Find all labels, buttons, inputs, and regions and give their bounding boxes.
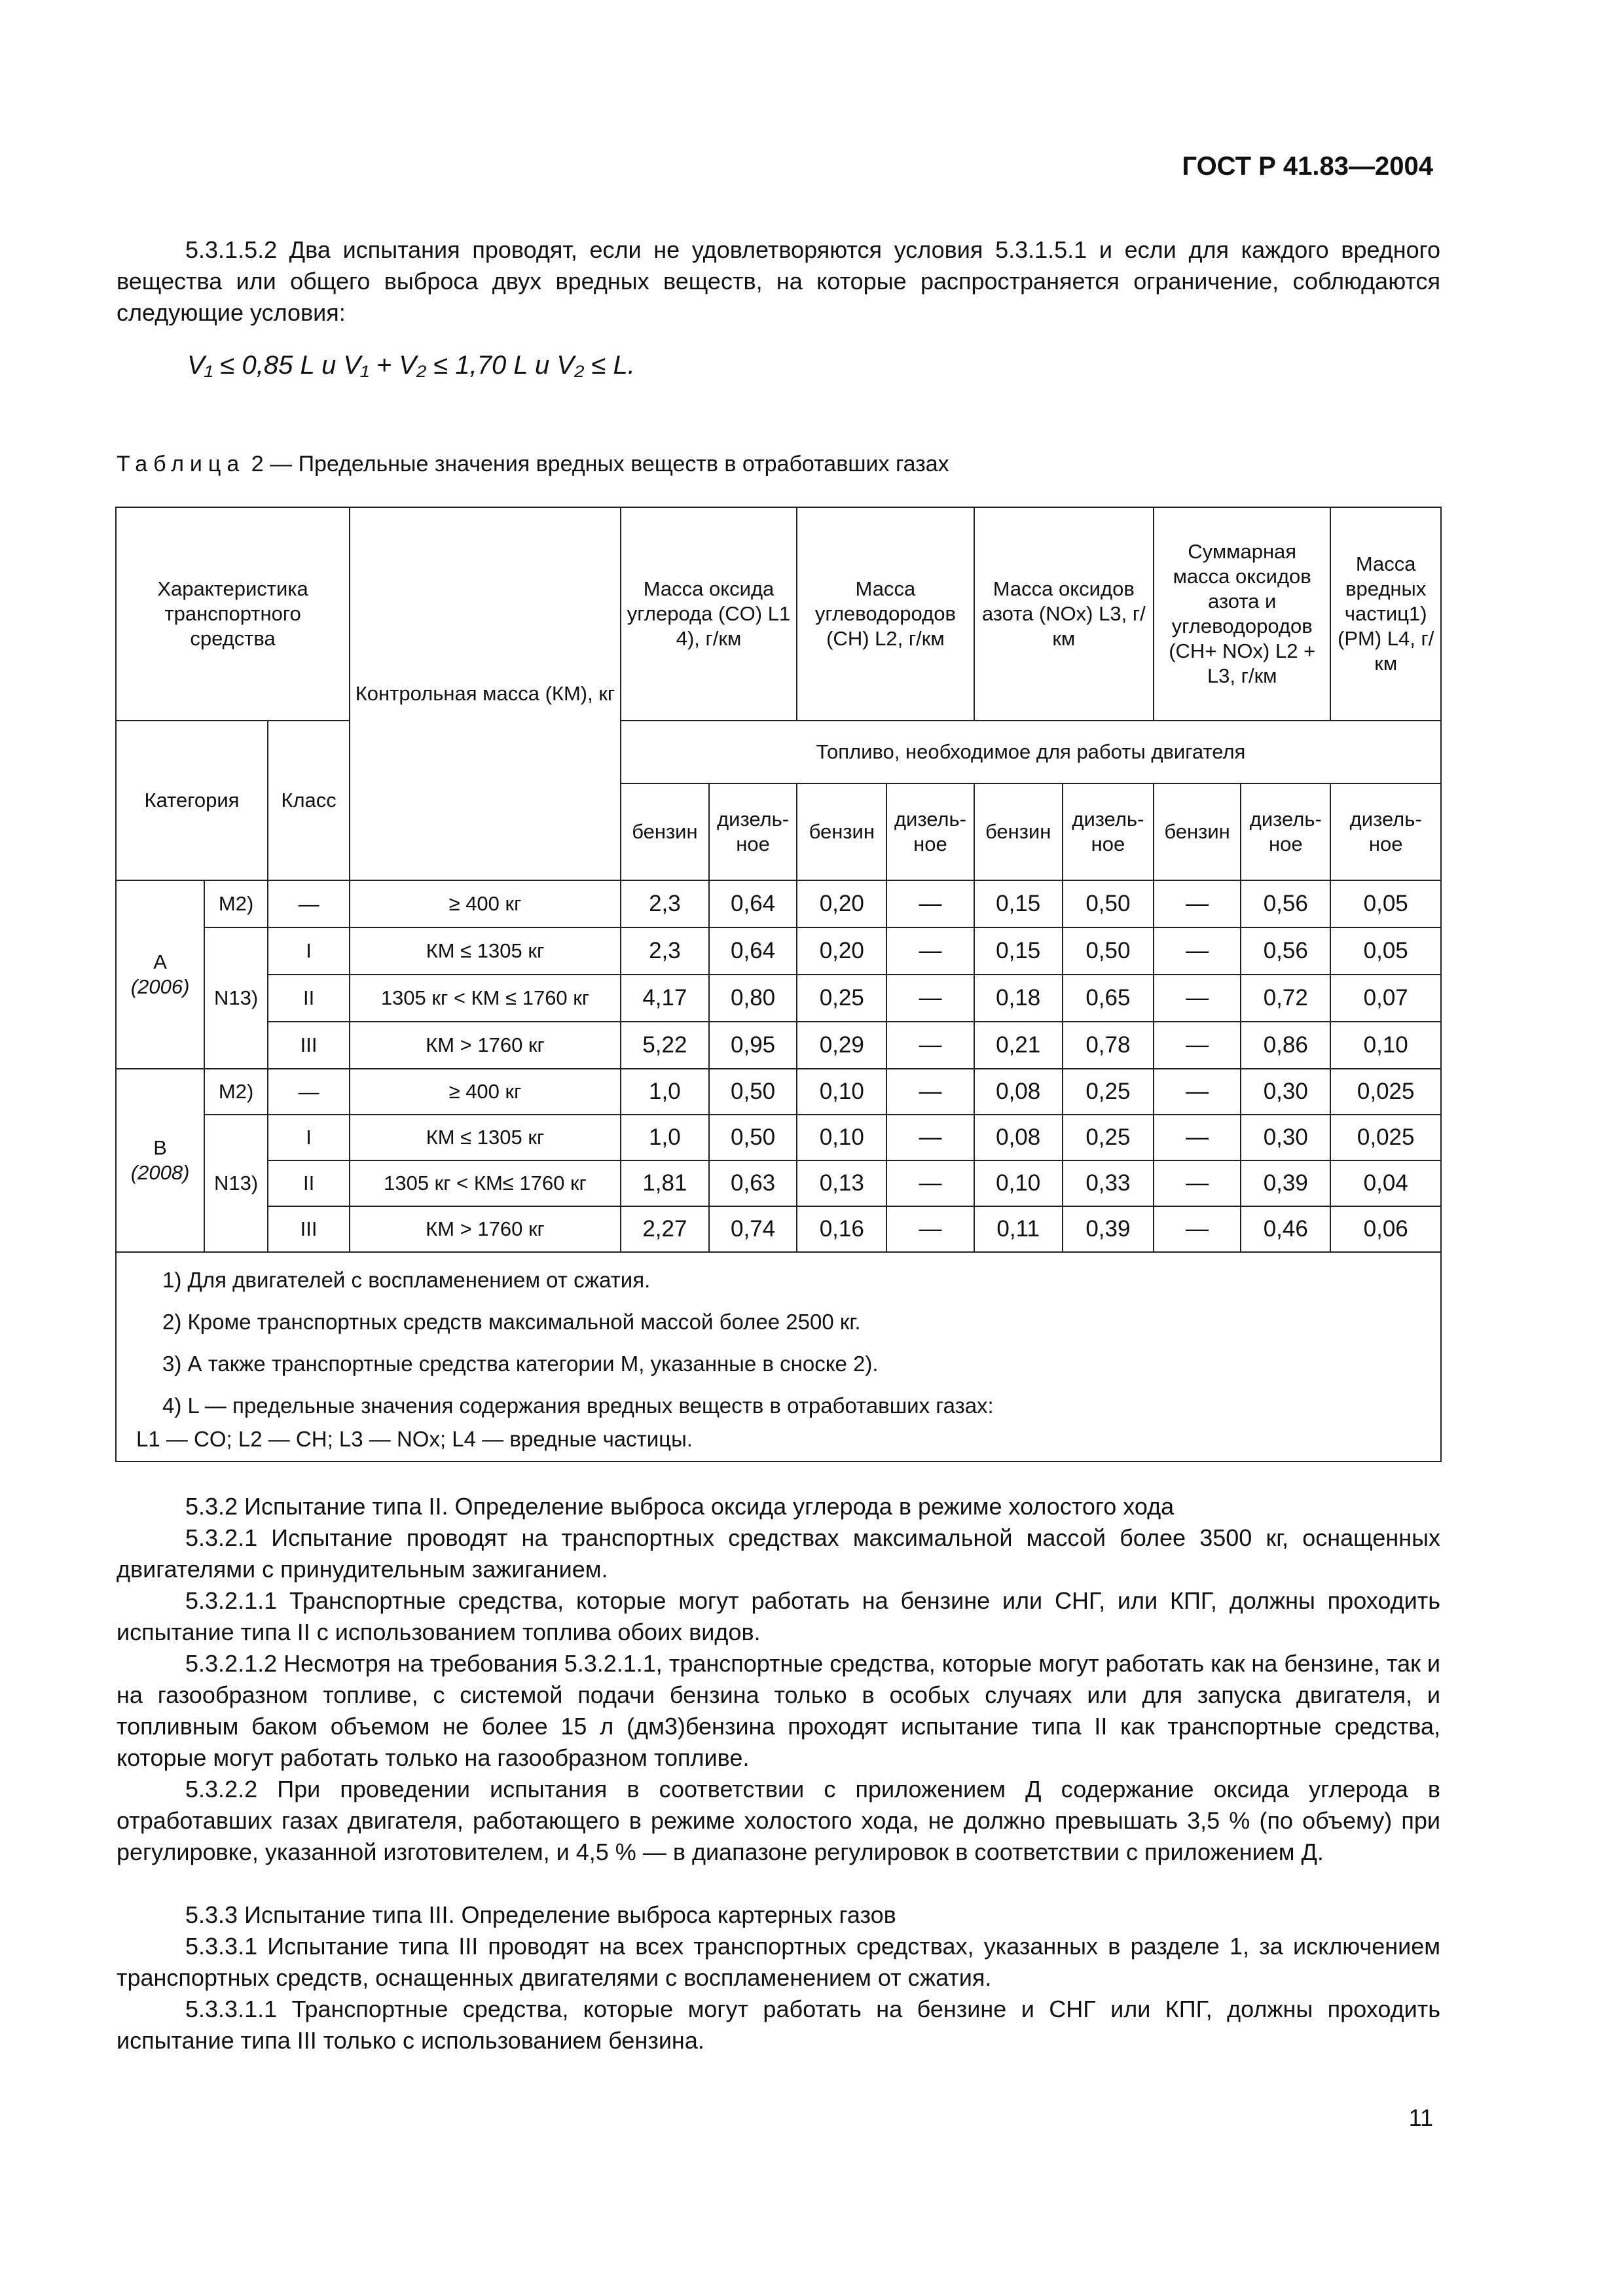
value-cell: — (886, 1022, 974, 1069)
group-b-label: B (153, 1136, 167, 1159)
mass-cell: ≥ 400 кг (350, 1069, 621, 1115)
value-cell: — (1154, 880, 1241, 927)
value-cell: 0,08 (974, 1069, 1063, 1115)
value-cell: — (1154, 1022, 1241, 1069)
header-diesel: дизель-ное (1241, 783, 1330, 880)
group-b-cell (116, 1069, 204, 1252)
header-reference-mass: Контрольная масса (КМ), кг (350, 507, 621, 880)
value-cell: 0,05 (1330, 927, 1441, 975)
value-cell: 0,29 (797, 1022, 886, 1069)
footnotes-row (116, 1252, 1441, 1462)
value-cell: 0,15 (974, 880, 1063, 927)
value-cell: 0,10 (974, 1160, 1063, 1206)
value-cell: 0,33 (1063, 1160, 1154, 1206)
paragraph: 5.3.2.2 При проведении испытания в соответствии с приложением Д содержание оксида углерода в отработавших газах двигателя, работающего в режиме холостого хода, не должно превышать 3,5 % (по объему) при регулировке, указанной изготовителем, и 4,5 % — в диапазоне регулировок в соответствии с приложением Д. (117, 1776, 1440, 1865)
table-row (116, 975, 1441, 1022)
table-row (116, 1069, 1441, 1115)
limits-table (115, 507, 1442, 1462)
value-cell: 1,81 (621, 1160, 709, 1206)
value-cell: 0,56 (1241, 927, 1330, 975)
header-ch-mass: Масса углеводородов (CH) L2, г/км (797, 507, 974, 721)
value-cell: 0,07 (1330, 975, 1441, 1022)
category-n1: N13) (204, 927, 268, 1069)
value-cell: 0,20 (797, 927, 886, 975)
value-cell: 0,74 (709, 1206, 797, 1252)
header-petrol: бензин (797, 783, 886, 880)
value-cell: 1,0 (621, 1115, 709, 1160)
mass-cell: ≥ 400 кг (350, 880, 621, 927)
value-cell: 0,78 (1063, 1022, 1154, 1069)
mass-cell: КМ ≤ 1305 кг (350, 927, 621, 975)
value-cell: — (886, 880, 974, 927)
header-diesel: дизель-ное (1063, 783, 1154, 880)
value-cell: 0,63 (709, 1160, 797, 1206)
class-cell: — (268, 1069, 350, 1115)
category-n1: N13) (204, 1115, 268, 1252)
value-cell: 0,10 (1330, 1022, 1441, 1069)
value-cell: — (886, 1115, 974, 1160)
table-caption-label: Таблица (117, 452, 246, 476)
value-cell: 4,17 (621, 975, 709, 1022)
value-cell: 0,21 (974, 1022, 1063, 1069)
value-cell: — (1154, 975, 1241, 1022)
value-cell: 0,39 (1063, 1206, 1154, 1252)
footnote: 2) Кроме транспортных средств максимальной массой более 2500 кг. (162, 1310, 861, 1334)
header-diesel: дизель-ное (1330, 783, 1441, 880)
value-cell: — (886, 1160, 974, 1206)
value-cell: 0,86 (1241, 1022, 1330, 1069)
value-cell: 0,15 (974, 927, 1063, 975)
value-cell: 2,3 (621, 927, 709, 975)
table-row (116, 1115, 1441, 1160)
table-row (116, 1206, 1441, 1252)
header-vehicle-characteristic: Характеристика транспортного средства (116, 507, 350, 721)
value-cell: 0,30 (1241, 1069, 1330, 1115)
paragraph: 5.3.3 Испытание типа III. Определение выброса картерных газов (185, 1901, 896, 1928)
value-cell: — (1154, 1206, 1241, 1252)
table-row (116, 927, 1441, 975)
footnote: 1) Для двигателей с воспламенением от сжатия. (162, 1268, 651, 1292)
value-cell: 0,025 (1330, 1069, 1441, 1115)
table-footnotes (116, 1252, 1441, 1462)
value-cell: — (886, 1206, 974, 1252)
value-cell: 0,39 (1241, 1160, 1330, 1206)
class-cell: II (268, 1160, 350, 1206)
header-nox-mass: Масса оксидов азота (NOx) L3, г/км (974, 507, 1154, 721)
header-co-mass: Масса оксида углерода (CO) L1 4), г/км (621, 507, 797, 721)
class-cell: III (268, 1022, 350, 1069)
header-petrol: бензин (621, 783, 709, 880)
table-row (116, 880, 1441, 927)
value-cell: 0,06 (1330, 1206, 1441, 1252)
footnote: 4) L — предельные значения содержания вредных веществ в отработавших газах: (162, 1393, 994, 1418)
class-cell: I (268, 1115, 350, 1160)
category-m: M2) (204, 1069, 268, 1115)
value-cell: 0,30 (1241, 1115, 1330, 1160)
value-cell: 0,25 (797, 975, 886, 1022)
value-cell: 0,10 (797, 1069, 886, 1115)
value-cell: 0,04 (1330, 1160, 1441, 1206)
paragraph: 5.3.2.1.2 Несмотря на требования 5.3.2.1.1, транспортные средства, которые могут работать как на бензине, так и на газообразном топливе, с системой подачи бензина только в особых случаях или для запуска двигателя, и топливным баком объемом не более 15 л (дм3)бензина проходят испытание типа II как транспортные средства, которые могут работать только на газообразном топливе. (117, 1650, 1440, 1771)
value-cell: 0,80 (709, 975, 797, 1022)
value-cell: — (1154, 1115, 1241, 1160)
group-a-label: A (153, 950, 167, 973)
paragraph: 5.3.2 Испытание типа II. Определение выброса оксида углерода в режиме холостого хода (185, 1493, 1175, 1520)
value-cell: 0,64 (709, 927, 797, 975)
value-cell: 0,56 (1241, 880, 1330, 927)
table-caption-text: 2 — Предельные значения вредных веществ в отработавших газах (251, 452, 949, 476)
value-cell: 0,16 (797, 1206, 886, 1252)
header-petrol: бензин (974, 783, 1063, 880)
mass-cell: 1305 кг < КМ≤ 1760 кг (350, 1160, 621, 1206)
value-cell: 0,50 (1063, 880, 1154, 927)
header-pm-mass: Масса вредных частиц1) (PM) L4, г/км (1330, 507, 1441, 721)
header-sum-mass: Суммарная масса оксидов азота и углеводородов (CH+ NOx) L2 + L3, г/км (1154, 507, 1330, 721)
table-caption (117, 452, 949, 477)
group-a-cell (116, 880, 204, 1069)
page-number: 11 (1408, 2104, 1433, 2131)
value-cell: — (1154, 1069, 1241, 1115)
value-cell: 0,11 (974, 1206, 1063, 1252)
header-diesel: дизель-ное (709, 783, 797, 880)
table-row (116, 1022, 1441, 1069)
paragraph: 5.3.3.1.1 Транспортные средства, которые могут работать на бензине и СНГ или КПГ, должны проходить испытание типа III только с использованием бензина. (117, 1996, 1440, 2054)
mass-cell: КМ ≤ 1305 кг (350, 1115, 621, 1160)
mass-cell: КМ > 1760 кг (350, 1206, 621, 1252)
value-cell: — (886, 975, 974, 1022)
value-cell: — (1154, 927, 1241, 975)
value-cell: 0,50 (1063, 927, 1154, 975)
value-cell: 0,64 (709, 880, 797, 927)
value-cell: 0,72 (1241, 975, 1330, 1022)
mass-cell: 1305 кг < КМ ≤ 1760 кг (350, 975, 621, 1022)
value-cell: 1,0 (621, 1069, 709, 1115)
paragraph-5-3-1-5-2: 5.3.1.5.2 Два испытания проводят, если не удовлетворяются условия 5.3.1.5.1 и если для каждого вредного вещества или общего выброса двух вредных веществ, на которые распространяется ограничение, соблюдаются следующие условия: (117, 236, 1440, 326)
formula (187, 351, 635, 380)
category-m: M2) (204, 880, 268, 927)
value-cell: 2,27 (621, 1206, 709, 1252)
class-cell: II (268, 975, 350, 1022)
group-a-year: (2006) (130, 975, 190, 998)
paragraph: 5.3.2.1 Испытание проводят на транспортных средствах максимальной массой более 3500 кг, оснащенных двигателями с принудительным зажиганием. (117, 1524, 1440, 1583)
header-class: Класс (268, 721, 350, 880)
value-cell: — (1154, 1160, 1241, 1206)
header-category: Категория (116, 721, 268, 880)
paragraph: 5.3.2.1.1 Транспортные средства, которые могут работать на бензине или СНГ, или КПГ, должны проходить испытание типа II с использованием топлива обоих видов. (117, 1587, 1440, 1645)
group-b-year: (2008) (130, 1161, 190, 1184)
value-cell: 0,25 (1063, 1069, 1154, 1115)
value-cell: 0,05 (1330, 880, 1441, 927)
value-cell: — (886, 927, 974, 975)
header-diesel: дизель-ное (886, 783, 974, 880)
footnote-continuation: L1 — CO; L2 — CH; L3 — NOx; L4 — вредные частицы. (136, 1427, 693, 1451)
value-cell: 0,18 (974, 975, 1063, 1022)
table-row (116, 1160, 1441, 1206)
value-cell: 0,25 (1063, 1115, 1154, 1160)
value-cell: 0,08 (974, 1115, 1063, 1160)
class-cell: — (268, 880, 350, 927)
class-cell: III (268, 1206, 350, 1252)
value-cell: 0,10 (797, 1115, 886, 1160)
value-cell: 0,13 (797, 1160, 886, 1206)
value-cell: 2,3 (621, 880, 709, 927)
value-cell: 0,95 (709, 1022, 797, 1069)
formula-text: V₁ ≤ 0,85 L и V₁ + V₂ ≤ 1,70 L и V₂ ≤ L. (187, 351, 635, 380)
value-cell: 5,22 (621, 1022, 709, 1069)
footnote: 3) А также транспортные средства категории M, указанные в сноске 2). (162, 1352, 879, 1376)
class-cell: I (268, 927, 350, 975)
document-header: ГОСТ Р 41.83—2004 (1182, 152, 1433, 181)
paragraph: 5.3.3.1 Испытание типа III проводят на всех транспортных средствах, указанных в разделе 1, за исключением транспортных средств, оснащенных двигателями с воспламенением от сжатия. (117, 1933, 1440, 1991)
value-cell: 0,50 (709, 1115, 797, 1160)
mass-cell: КМ > 1760 кг (350, 1022, 621, 1069)
value-cell: 0,50 (709, 1069, 797, 1115)
value-cell: 0,025 (1330, 1115, 1441, 1160)
header-petrol: бензин (1154, 783, 1241, 880)
value-cell: — (886, 1069, 974, 1115)
value-cell: 0,20 (797, 880, 886, 927)
value-cell: 0,65 (1063, 975, 1154, 1022)
value-cell: 0,46 (1241, 1206, 1330, 1252)
header-fuel: Топливо, необходимое для работы двигателя (621, 721, 1441, 783)
